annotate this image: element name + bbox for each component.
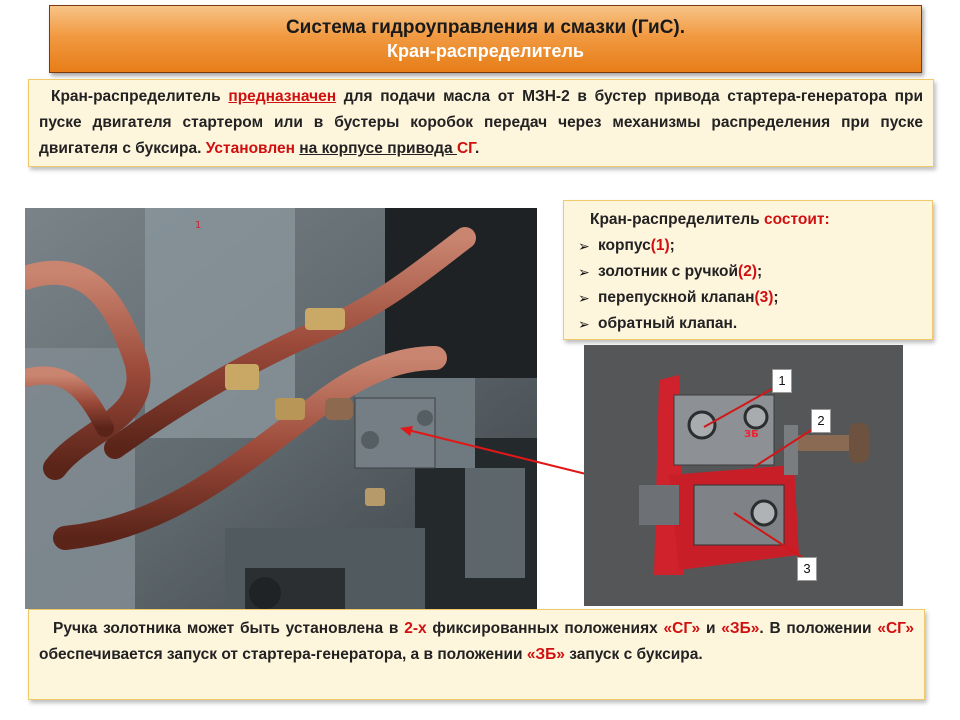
intro-text-3: на корпусе привода — [299, 140, 457, 157]
callout-label-2: 2 — [811, 409, 831, 433]
intro-text-4: . — [474, 140, 480, 157]
components-note — [563, 200, 933, 340]
intro-text-1: Кран-распределитель — [51, 88, 229, 105]
callout-label-1: 1 — [772, 369, 792, 393]
zb-stamp: ЗБ — [744, 429, 759, 440]
handle-text-1: Ручка золотника может быть установлена в — [53, 620, 405, 637]
handle-highlight-sg-2: «СГ» — [877, 620, 914, 637]
handle-text-3: и — [700, 620, 722, 637]
handle-text-4: . В положении — [759, 620, 878, 637]
handle-text-6: запуск с буксира. — [564, 646, 703, 663]
handle-text-2: фиксированных положениях — [426, 620, 664, 637]
components-list — [578, 233, 922, 337]
list-item: ➢ золотник с ручкой (2) ; — [578, 259, 922, 285]
list-item: ➢ корпус (1) ; — [578, 233, 922, 259]
checkmark-arrow-icon: ➢ — [578, 264, 590, 280]
valve-detail-photo — [584, 345, 903, 606]
components-head-highlight: состоит: — [763, 211, 830, 228]
intro-highlight-purpose: предназначен — [228, 88, 337, 105]
intro-text-2: для подачи масла от МЗН-2 в бустер привода стартера-генератора при пуске двигателя стартером или в бустеры коробок передач через механизмы распределения при пуске двигателя с буксира. — [39, 88, 923, 157]
handle-highlight-zb: «ЗБ» — [721, 620, 760, 637]
components-head: Кран-распределитель — [590, 211, 764, 228]
handle-note — [28, 609, 925, 700]
handle-highlight-2x: 2-х — [404, 620, 427, 637]
valve-detail-drawing — [584, 345, 903, 606]
intro-highlight-installed: Установлен — [205, 140, 300, 157]
checkmark-arrow-icon: ➢ — [578, 238, 590, 254]
checkmark-arrow-icon: ➢ — [578, 290, 590, 306]
callout-label-3: 3 — [797, 557, 817, 581]
list-item: ➢ обратный клапан . — [578, 311, 922, 337]
svg-text:1: 1 — [195, 220, 202, 231]
intro-highlight-sg: СГ — [456, 140, 475, 157]
handle-highlight-sg: «СГ» — [663, 620, 701, 637]
page-title: Система гидроуправления и смазки (ГиС). — [285, 17, 686, 38]
handle-highlight-zb-2: «ЗБ» — [526, 646, 565, 663]
list-item: ➢ перепускной клапан (3) ; — [578, 285, 922, 311]
page-subtitle: Кран-распределитель — [386, 41, 584, 61]
checkmark-arrow-icon: ➢ — [578, 316, 590, 332]
handle-text-5: обеспечивается запуск от стартера-генератора, а в положении — [39, 646, 527, 663]
